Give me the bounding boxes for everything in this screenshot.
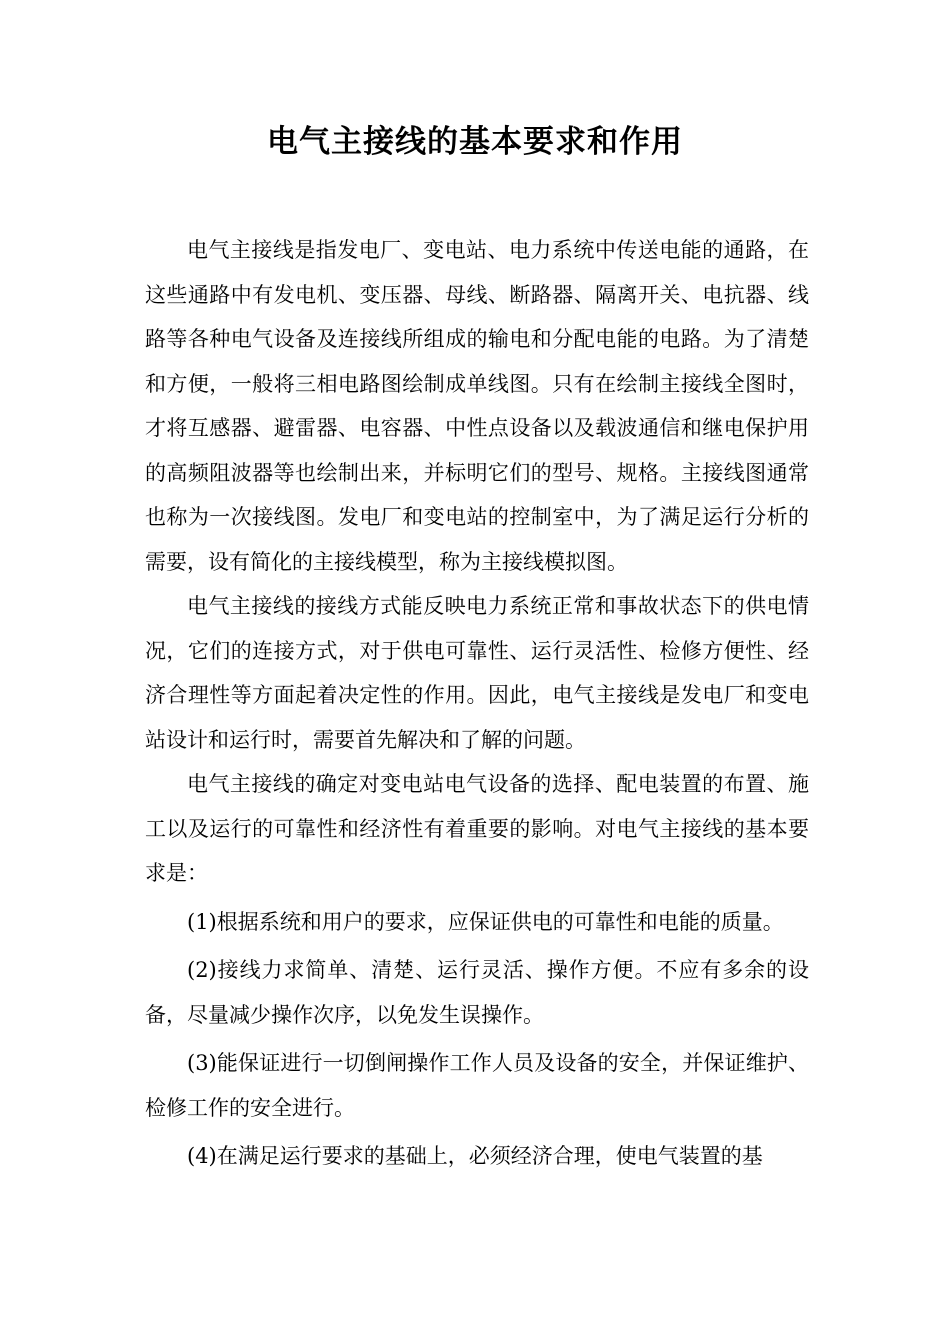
paragraph-requirements-intro: 电气主接线的确定对变电站电气设备的选择、配电装置的布置、施工以及运行的可靠性和经济性有着重要的影响。对电气主接线的基本要求是： bbox=[145, 772, 809, 885]
paragraph-definition: 电气主接线是指发电厂、变电站、电力系统中传送电能的通路，在这些通路中有发电机、变压器、母线、断路器、隔离开关、电抗器、线路等各种电气设备及连接线所组成的输电和分配电能的电路。为了清楚和方便，一般将三相电路图绘制成单线图。只有在绘制主接线全图时，才将互感器、避雷器、电容器、中性点设备以及载波通信和继电保护用的高频阻波器等也绘制出来，并标明它们的型号、规格。主接线图通常也称为一次接线图。发电厂和变电站的控制室中，为了满足运行分析的需要，设有简化的主接线模型，称为主接线模拟图。 bbox=[145, 238, 809, 574]
requirement-item-1: (1)根据系统和用户的要求，应保证供电的可靠性和电能的质量。 bbox=[187, 909, 784, 934]
requirement-item-4: (4)在满足运行要求的基础上，必须经济合理，使电气装置的基 bbox=[187, 1144, 763, 1168]
paragraph-importance: 电气主接线的接线方式能反映电力系统正常和事故状态下的供电情况，它们的连接方式，对于供电可靠性、运行灵活性、检修方便性、经济合理性等方面起着决定性的作用。因此，电气主接线是发电厂和变电站设计和运行时，需要首先解决和了解的问题。 bbox=[145, 594, 809, 752]
document-title: 电气主接线的基本要求和作用 bbox=[267, 124, 683, 160]
document-body bbox=[145, 228, 809, 1179]
requirement-item-3: (3)能保证进行一切倒闸操作工作人员及设备的安全，并保证维护、检修工作的安全进行。 bbox=[145, 1051, 809, 1120]
requirement-item-2: (2)接线力求简单、清楚、运行灵活、操作方便。不应有多余的设备，尽量减少操作次序，以免发生误操作。 bbox=[145, 958, 809, 1027]
